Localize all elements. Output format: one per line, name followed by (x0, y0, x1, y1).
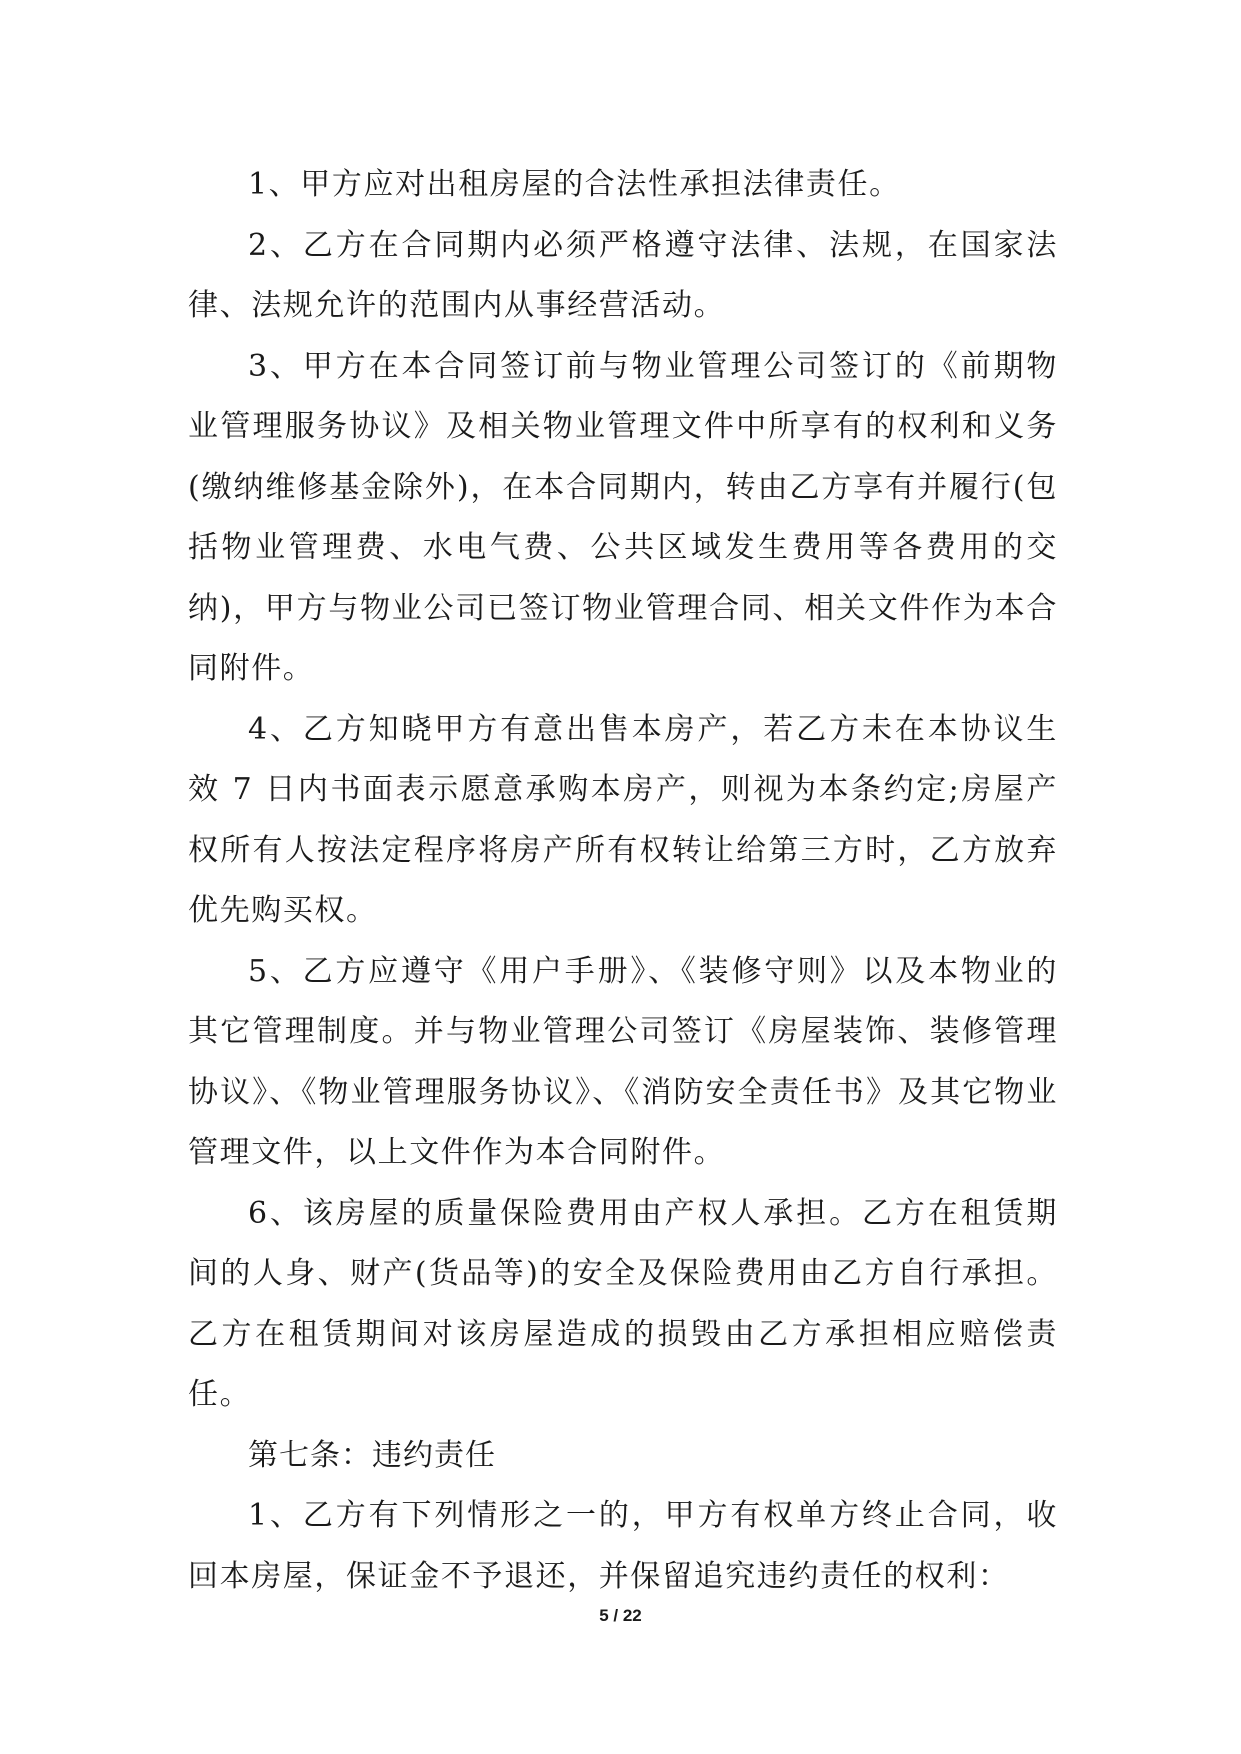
clause-paragraph-2: 2、乙方在合同期内必须严格遵守法律、法规，在国家法律、法规允许的范围内从事经营活动。 (188, 227, 1058, 323)
clause-paragraph-4: 4、乙方知晓甲方有意出售本房产，若乙方未在本协议生效 7 日内书面表示愿意承购本房产，则视为本条约定;房屋产权所有人按法定程序将房产所有权转让给第三方时，乙方放弃优先购买权。 (188, 711, 1058, 928)
page-number: 5 / 22 (599, 1606, 642, 1625)
clause-paragraph-3: 3、甲方在本合同签订前与物业管理公司签订的《前期物业管理服务协议》及相关物业管理文件中所享有的权利和义务(缴纳维修基金除外)，在本合同期内，转由乙方享有并履行(包括物业管理费、水电气费、公共区域发生费用等各费用的交纳)，甲方与物业公司已签订物业管理合同、相关文件作为本合同附件。 (188, 348, 1058, 686)
clause-paragraph-7-1: 1、乙方有下列情形之一的，甲方有权单方终止合同，收回本房屋，保证金不予退还，并保留追究违约责任的权利： (188, 1498, 1058, 1594)
clause-paragraph-1: 1、甲方应对出租房屋的合法性承担法律责任。 (248, 167, 901, 202)
section-heading-article-7: 第七条：违约责任 (248, 1437, 496, 1473)
document-body (188, 155, 1058, 1607)
clause-paragraph-6: 6、该房屋的质量保险费用由产权人承担。乙方在租赁期间的人身、财产(货品等)的安全及保险费用由乙方自行承担。乙方在租赁期间对该房屋造成的损毁由乙方承担相应赔偿责任。 (188, 1195, 1058, 1412)
clause-paragraph-5: 5、乙方应遵守《用户手册》、《装修守则》以及本物业的其它管理制度。并与物业管理公司签订《房屋装饰、装修管理协议》、《物业管理服务协议》、《消防安全责任书》及其它物业管理文件，以上文件作为本合同附件。 (188, 953, 1058, 1170)
